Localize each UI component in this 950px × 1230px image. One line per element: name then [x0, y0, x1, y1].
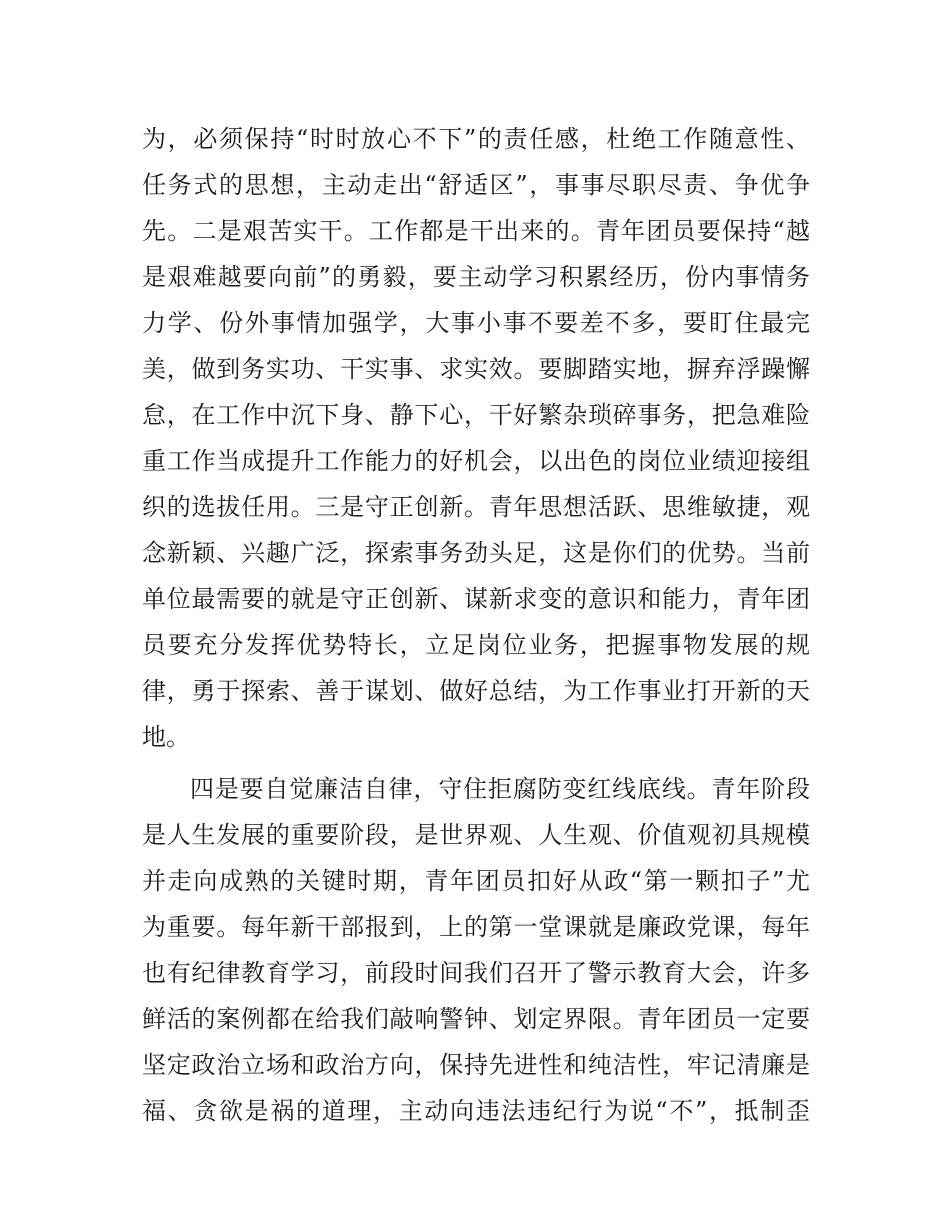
paragraph-1-line: 任务式的思想，主动走出“舒适区”，事事尽职尽责、争优争: [142, 171, 810, 199]
paragraph-1-line: 员要充分发挥优势特长，立足岗位业务，把握事物发展的规: [142, 631, 810, 659]
paragraph-1-line: 为，必须保持“时时放心不下”的责任感，杜绝工作随意性、: [142, 125, 810, 153]
paragraph-2-line: 鲜活的案例都在给我们敲响警钟、划定界限。青年团员一定要: [142, 1005, 810, 1033]
paragraph-2-line: 是人生发展的重要阶段，是世界观、人生观、价值观初具规模: [142, 821, 810, 849]
paragraph-1-line: 地。: [142, 723, 190, 751]
paragraph-1-line: 怠，在工作中沉下身、静下心，干好繁杂琐碎事务，把急难险: [142, 401, 810, 429]
paragraph-1-line: 念新颖、兴趣广泛，探索事务劲头足，这是你们的优势。当前: [142, 539, 810, 567]
paragraph-1-line: 美，做到务实功、干实事、求实效。要脚踏实地，摒弃浮躁懈: [142, 355, 810, 383]
paragraph-1-line: 重工作当成提升工作能力的好机会，以出色的岗位业绩迎接组: [142, 447, 810, 475]
paragraph-2-line: 也有纪律教育学习，前段时间我们召开了警示教育大会，许多: [142, 959, 810, 987]
paragraph-2-line: 为重要。每年新干部报到，上的第一堂课就是廉政党课，每年: [142, 913, 810, 941]
paragraph-2: [142, 766, 810, 1134]
paragraph-2-line: 四是要自觉廉洁自律，守住拒腐防变红线底线。青年阶段: [190, 775, 810, 803]
paragraph-1-line: 律，勇于探索、善于谋划、做好总结，为工作事业打开新的天: [142, 677, 810, 705]
paragraph-2-line: 并走向成熟的关键时期，青年团员扣好从政“第一颗扣子”尤: [142, 867, 810, 895]
paragraph-1-line: 力学、份外事情加强学，大事小事不要差不多，要盯住最完: [142, 309, 810, 337]
paragraph-1-line: 是艰难越要向前”的勇毅，要主动学习积累经历，份内事情务: [142, 263, 810, 291]
paragraph-1-line: 先。二是艰苦实干。工作都是干出来的。青年团员要保持“越: [142, 217, 810, 245]
document-body: [142, 116, 810, 1134]
paragraph-2-line: 坚定政治立场和政治方向，保持先进性和纯洁性，牢记清廉是: [142, 1051, 810, 1079]
paragraph-1: [142, 116, 810, 760]
paragraph-1-line: 织的选拔任用。三是守正创新。青年思想活跃、思维敏捷，观: [142, 493, 810, 521]
paragraph-2-line: 福、贪欲是祸的道理，主动向违法违纪行为说“不”，抵制歪: [142, 1097, 810, 1125]
paragraph-1-line: 单位最需要的就是守正创新、谋新求变的意识和能力，青年团: [142, 585, 810, 613]
